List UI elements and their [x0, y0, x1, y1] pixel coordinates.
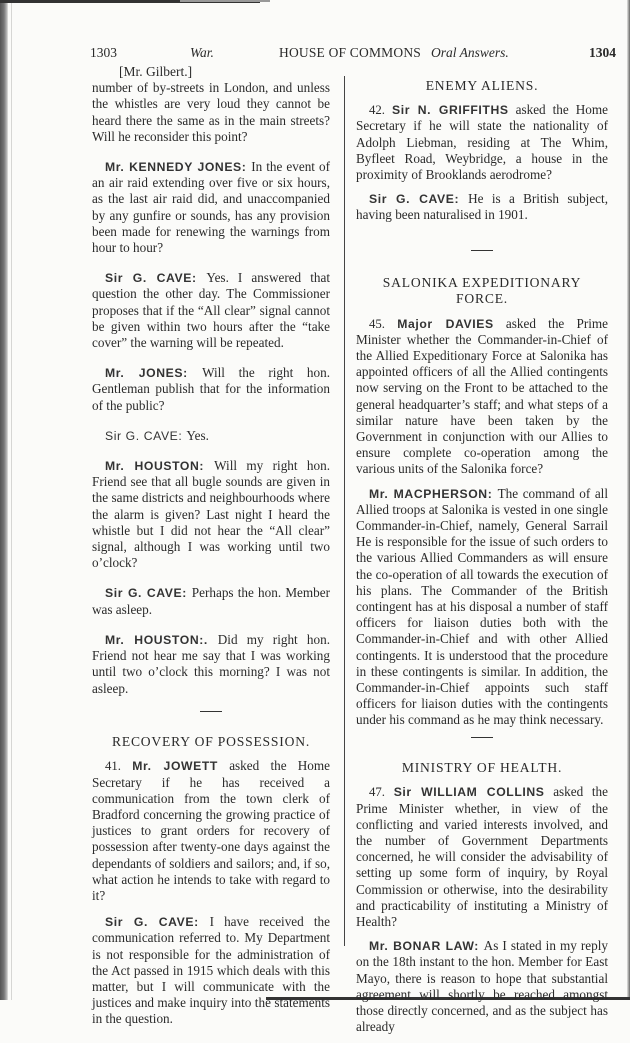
- speaker-name: Mr. JONES: [105, 366, 184, 381]
- speech-text: In the event of an air raid extending over five or six hours, as the last air raid did, and unaccompanied by any gunfire or sounds, has any provision been made for renewing the warnings from hour to hour?: [92, 159, 330, 256]
- speaker-name: Sir G. CAVE: [105, 915, 195, 930]
- answer-entry: Mr. MACPHERSON: The command of all Allied troops at Salonika is vested in one single Commander-in-Chief, namely, General Sarrail He is responsible for the issue of such orders to the various Allied Commanders as will ensure the co-operation of all towards the execution of his plans. The Commander of the British contingent has at his disposal a number of staff officers for liaison duties both with the Commander-in-Chief and with other Allied contingents. It is understood that the procedure in these contingents is similar. In addition, the Commander-in-Chief appoints such staff officers for liaison duties with the contingents under his command as he may think necessary.: [356, 485, 609, 728]
- speaker-name: Sir G. CAVE: [105, 428, 179, 443]
- answer-entry: Mr. BONAR LAW: As I stated in my reply on the 18th instant to the hon. Member for East Mayo, there is reason to hope that substantial agreement will shortly be reached amongst those directly concerned, and as the subject has already: [356, 938, 608, 1035]
- section-rule: [471, 250, 493, 252]
- speech-text: Will the right hon. Gentleman publish that for the information of the public?: [92, 365, 330, 413]
- section-heading: MINISTRY OF HEALTH.: [401, 760, 563, 776]
- question-entry: [356, 102, 608, 183]
- speech-entry: Sir G. CAVE: Yes.: [105, 427, 209, 443]
- right-section-label: Oral Answers.: [431, 45, 509, 60]
- left-column: [92, 64, 330, 1036]
- scan-top-edge-shadow: [180, 0, 270, 2]
- answer-entry: Sir G. CAVE: He is a British subject, having been naturalised in 1901.: [356, 191, 608, 223]
- speech-text: Did my right hon. Friend not hear me say that I was working until two o’clock this morning? I was not asleep.: [92, 631, 330, 696]
- speaker-name: Mr. BONAR LAW: [369, 939, 475, 954]
- speaker-name: Mr. HOUSTON: [105, 632, 200, 647]
- speaker-name: Sir G. CAVE: [105, 271, 192, 286]
- question-number: 45.: [369, 316, 385, 331]
- publication-title: HOUSE OF COMMONS: [279, 45, 421, 60]
- question-number: 42.: [369, 103, 385, 118]
- speaker-name: Major DAVIES: [397, 316, 494, 331]
- speech-entry: Mr. KENNEDY JONES: In the event of an air raid extending over five or six hours, as the last air raid did, and unaccompanied by any gunfire or sounds, has any provision been made for renewing the warnings from hour to hour?: [92, 159, 330, 256]
- speaker-name: Mr. JOWETT: [132, 759, 218, 774]
- answer-text: As I stated in my reply on the 18th instant to the hon. Member for East Mayo, there is reason to hope that substantial agreement will shortly be reached amongst those directly concerned, and as the subject has already: [356, 938, 608, 1035]
- question-text: asked the Prime Minister whether the Commander-in-Chief of the Allied Expeditionary Force at Salonika has appointed officers of all the Allied contingents now serving on the Front to be attached to the general headquarter’s staff; and what steps of a similar nature have been taken by the Government in conjunction with our Allies to ensure complete co-operation among the various units of the Salonika force?: [356, 315, 608, 477]
- speaker-name: Sir G. CAVE: [369, 192, 455, 207]
- running-header: [90, 45, 620, 63]
- speaker-name: Mr. KENNEDY JONES: [105, 160, 242, 175]
- right-page-number: 1304: [589, 45, 616, 60]
- speech-entry: Mr. HOUSTON:. Did my right hon. Friend not hear me say that I was working until two o’clock this morning? I was not asleep.: [92, 631, 330, 696]
- speaker-name: Mr. HOUSTON: [105, 459, 200, 474]
- scan-left-edge: [0, 0, 8, 1000]
- answer-text: He is a British subject, having been naturalised in 1901.: [356, 191, 608, 223]
- question-text: asked the Prime Minister whether, in view of the conflicting and varied interests involved, and the number of Government Departments concerned, he will consider the advisability of setting up some form of inquiry, by Royal Commission or otherwise, into the desirability and practicability of instituting a Ministry of Health?: [356, 784, 609, 929]
- speech-entry: Sir G. CAVE: Yes. I answered that question the other day. The Commissioner proposes that if the “All clear” signal cannot be given within two hours after the “take cover” the warning will be repeated.: [92, 270, 330, 351]
- continuation-text: number of by-streets in London, and unless the whistles are very loud they cannot be heard there the same as in the main streets? Will he reconsider this point?: [92, 80, 330, 144]
- question-number: 41.: [105, 759, 121, 774]
- speech-entry: Mr. HOUSTON: Will my right hon. Friend see that all bugle sounds are given in the same districts and neighbourhoods where the alarm is given? Last night I heard the whistle but I did not hear the “All clear” signal, although I was working until two o’clock?: [92, 458, 330, 571]
- answer-text: The command of all Allied troops at Salonika is vested in one single Commander-in-Chief, namely, General Sarrail He is responsible for the issue of such orders to the various Allied Commanders as will ensure the co-operation of all towards the execution of his plans. The Commander of the British contingent has at his disposal a number of staff officers for liaison duties both with the Commander-in-Chief and with other Allied contingents. It is understood that the procedure in these contingents is similar. In addition, the Commander-in-Chief appoints such staff officers for liaison duties with the contingents under his command as he may think necessary.: [356, 485, 609, 728]
- left-page-number: 1303: [90, 45, 117, 60]
- speech-text: Perhaps the hon. Member was asleep.: [92, 585, 330, 617]
- scan-left-margin-line: [11, 0, 12, 1000]
- right-column: [356, 64, 608, 1043]
- section-heading: RECOVERY OF POSSESSION.: [111, 734, 311, 750]
- section-rule: [200, 711, 222, 713]
- column-divider: [344, 76, 345, 946]
- speaker-name: Mr. MACPHERSON: [369, 486, 488, 501]
- answer-text: I have received the communication referred to. My Department is not responsible for the administration of the Act passed in 1915 which deals with this matter, but I will communicate with the justices and make inquiry into the statements in the question.: [92, 914, 330, 1027]
- speaker-name: Sir N. GRIFFITHS: [392, 103, 509, 118]
- speech-text: Yes. I answered that question the other day. The Commissioner proposes that if the “All clear” signal cannot be given within two hours after the “take cover” the warning will be repeated.: [92, 270, 330, 351]
- question-number: 47.: [369, 785, 385, 800]
- answer-entry: Sir G. CAVE: I have received the communication referred to. My Department is not responsible for the administration of the Act passed in 1915 which deals with this matter, but I will communicate with the justices and make inquiry into the statements in the question.: [92, 914, 330, 1027]
- section-rule: [471, 737, 493, 739]
- speaker-name: Sir WILLIAM COLLINS: [393, 785, 545, 800]
- speaker-name: Sir G. CAVE: [105, 586, 183, 601]
- question-entry: [356, 316, 608, 478]
- speech-text: Will my right hon. Friend see that all bugle sounds are given in the same districts and neighbourhoods where the alarm is given? Last night I heard the whistle but I did not hear the “All clear” signal, although I was working until two o’clock?: [92, 458, 330, 571]
- question-text: asked the Home Secretary if he has received a communication from the town clerk of Bradford concerning the growing practice of justices to grant orders for recovery of possession after twenty-one days against the dependants of soldiers and sailors; and, if so, what action he intends to take with regard to it?: [92, 758, 331, 904]
- section-heading: SALONIKA EXPEDITIONARY FORCE.: [382, 275, 582, 307]
- question-text: asked the Home Secretary if he will state the nationality of Adolph Liebman, residing at The Whim, Byfleet Road, Weybridge, a house in the proximity of Brooklands aerodrome?: [356, 102, 609, 183]
- section-heading: ENEMY ALIENS.: [425, 78, 539, 93]
- speech-entry: Sir G. CAVE: Perhaps the hon. Member was asleep.: [92, 585, 330, 617]
- continuation-speaker-ref: [Mr. Gilbert.]: [119, 64, 193, 79]
- question-entry: [356, 784, 608, 930]
- speech-text: Yes.: [186, 427, 209, 443]
- speech-entry: Mr. JONES: Will the right hon. Gentleman publish that for the information of the public?: [92, 365, 330, 413]
- left-section-label: War.: [190, 45, 214, 60]
- question-entry: [92, 758, 330, 904]
